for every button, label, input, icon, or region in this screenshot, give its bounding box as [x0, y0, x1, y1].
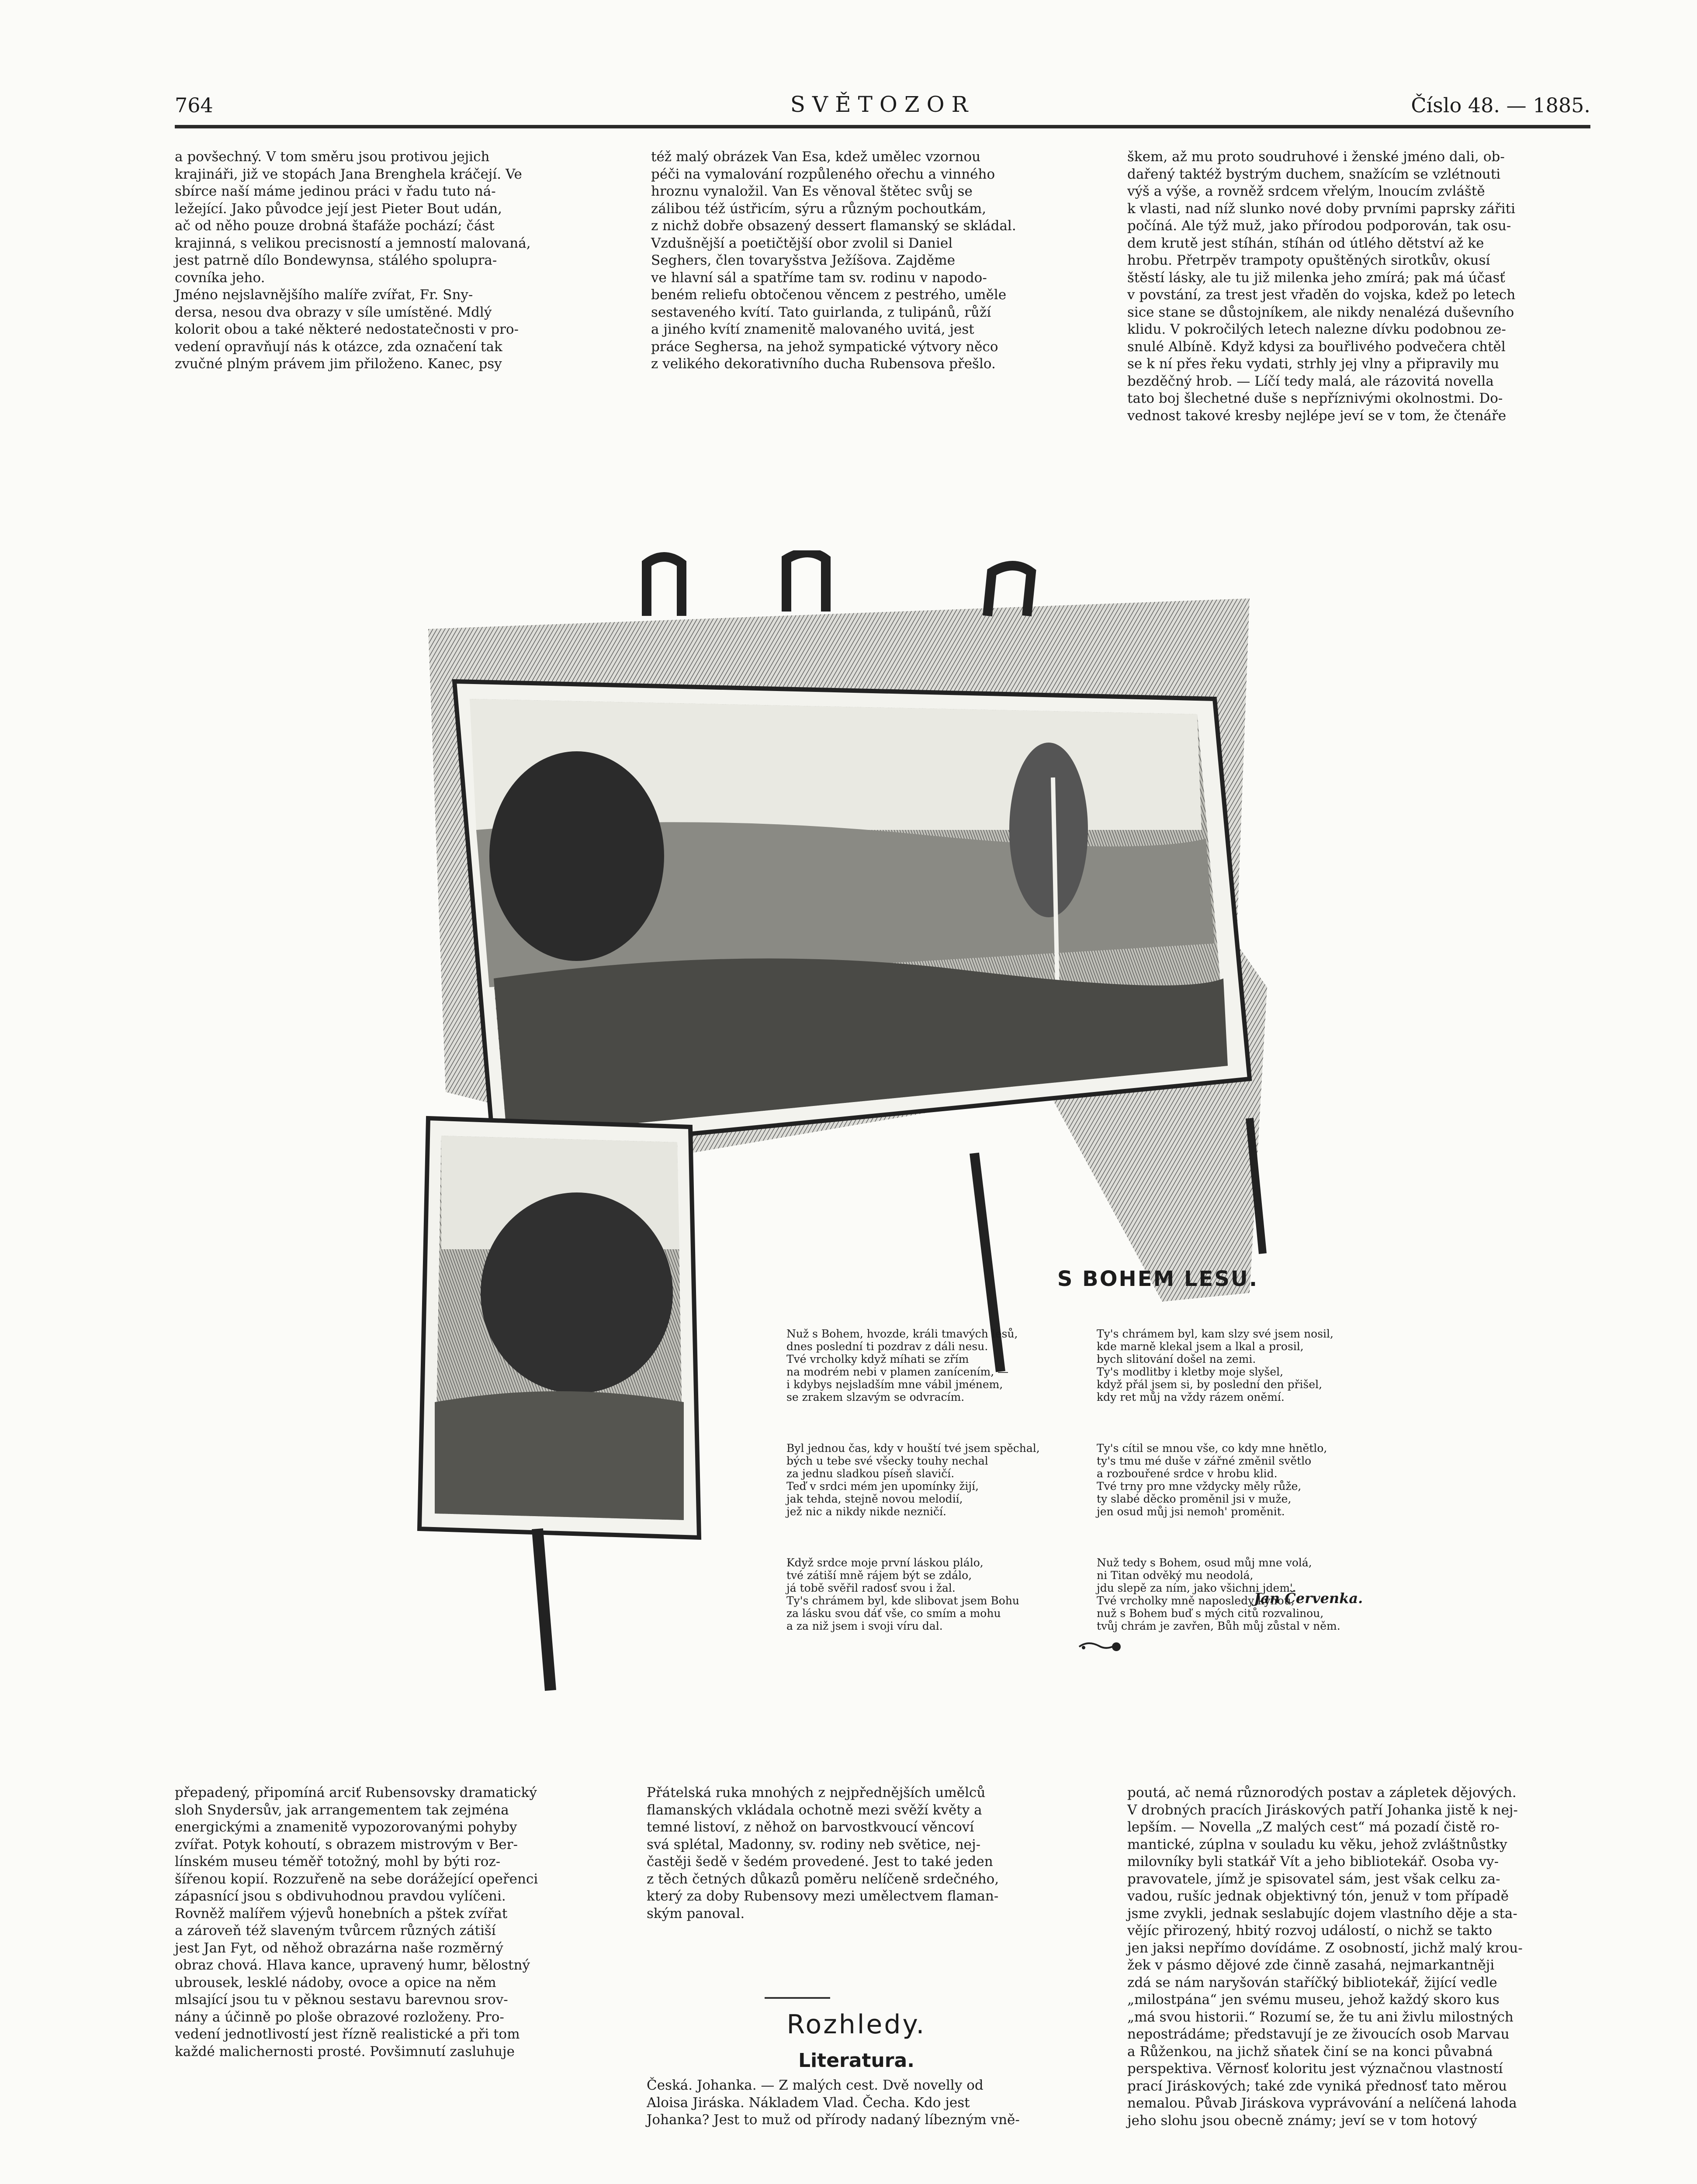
- poem-title: S BOHEM LESU.: [1057, 1267, 1259, 1291]
- top-column-3: škem, až mu proto soudruhové i ženské jméno dali, ob- dařený taktéž bystrým duchem, snažícím se vzlétnouti výš a výše, a rovněž srdcem vřelým, lnoucím zvláště k vlasti, nad níž slunko nové doby prvními paprsky zářiti počíná. Ale týž muž, jako přírodou podporován, tak osu- dem krutě jest stíhán, stíhán od útlého dětství až ke hrobu. Přetrpěv trampoty opuštěných sirotkův, okusí štěstí lásky, ale tu již milenka jeho zmírá; pak má účasť v povstání, za trest jest vřaděn do vojska, kdež po letech sice stane se důstojníkem, ale nikdy nenalézá duševního klidu. V pokročilých letech nalezne dívku podobnou ze- snulé Albíně. Když kdysi za bouřlivého podvečera chtěl se k ní přes řeku vydati, strhly jej vlny a připravily mu bezděčný hrob. — Líčí tedy malá, ale rázovitá novella tato boj šlechetné duše s nepříznivými okolnostmi. Do- vednost takové kresby nejlépe jeví se v tom, že čtenáře: [1127, 149, 1516, 424]
- page-header: [175, 92, 1590, 122]
- fleuron-ornament: [1075, 1638, 1127, 1655]
- poem-left-column: [786, 1315, 1092, 1645]
- bottom-column-1: přepadený, připomíná arciť Rubensovsky dramatický sloh Snydersův, jak arrangementem tak zejména energickými a znamenitě vypozorovanými pohyby zvířat. Potyk kohoutí, s obrazem mistrovým v Ber- línském museu téměř totožný, mohl by býti roz- šířenou kopií. Rozzuřeně na sebe dorážející opeřenci zápasnící jsou s obdivuhodnou pravdou vylíčeni. Rovněž malířem výjevů honebních a pštek zvířat a zároveň též slaveným tvůrcem různých zátiší jest Jan Fyt, od něhož obrazárna naše rozměrný obraz chová. Hlava kance, upravený humr, bělostný ubrousek, lesklé nádoby, ovoce a opice na něm mlsající jsou tu v pěknou sestavu barevnou srov- nány a účinně po ploše obrazové rozloženy. Pro- vedení jednotlivostí jest řízně realistické a při tom každé malichernosti prosté. Povšimnutí zasluhuje: [175, 1785, 538, 2060]
- poem-stanza: Nuž tedy s Bohem, osud můj mne volá, ni Titan odvěký mu neodolá, jdu slepě za ním, jako všichni jdem'. Tvé vrcholky mně naposledy kynou, nuž s Bohem buď s mých citů rozvalinou, tvůj chrám je zavřen, Bůh můj zůstal v něm.: [1097, 1556, 1340, 1632]
- poem-stanza: Nuž s Bohem, hvozde, králi tmavých lesů, dnes poslední ti pozdrav z dáli nesu. Tvé vrcholky když míhati se zřím na modrém nebi v plamen zanícením, — i kdybys nejsladším mne vábil jménem, se zrakem slzavým se odvracím.: [786, 1327, 1018, 1403]
- poem-stanza: Když srdce moje první láskou plálo, tvé zátiší mně rájem být se zdálo, já tobě svěřil radosť svou i žal. Ty's chrámem byl, kde slibovat jsem Bohu za lásku svou dáť vše, co smím a mohu a za niž jsem i svoji víru dal.: [786, 1556, 1020, 1632]
- header-rule: [175, 125, 1590, 128]
- top-column-1: a povšechný. V tom směru jsou protivou jejich krajináři, již ve stopách Jana Brenghela kráčejí. Ve sbírce naší máme jedinou práci v řadu tuto ná- ležející. Jako původce její jest Pieter Bout udán, ač od něho pouze drobná štafáže pochází; část krajinná, s velikou precisností a jemností malovaná, jest patrně dílo Bondewynsa, stálého spolupra- covníka jeho. Jméno nejslavnějšího malíře zvířat, Fr. Sny- dersa, nesou dva obrazy v síle umístěné. Mdlý kolorit obou a také některé nedostatečnosti v pro- vedení opravňují nás k otázce, zda označení tak zvučné plným právem jim přiloženo. Kanec, psy: [175, 149, 531, 372]
- issue-number: Číslo 48. — 1885.: [1411, 93, 1590, 117]
- section-subtitle: Literatura.: [798, 2049, 914, 2072]
- section-title: Rozhledy.: [786, 2009, 926, 2040]
- top-column-2: též malý obrázek Van Esa, kdež umělec vzornou péči na vymalování rozpůleného ořechu a vinného hroznu vynaložil. Van Es věnoval štětec svůj se zálibou též ústřicím, sýru a různým pochoutkám, z nichž dobře obsazený dessert flamanský se skládal. Vzdušnější a poetičtější obor zvolil si Daniel Seghers, člen tovaryšstva Ježíšova. Zajděme ve hlavní sál a spatříme tam sv. rodinu v napodo- beném reliefu obtočenou věncem z pestrého, uměle sestaveného kvítí. Tato guirlanda, z tulipánů, růží a jiného kvítí znamenitě malovaného uvitá, jest práce Seghersa, na jehož sympatické výtvory něco z velikého dekorativního ducha Rubensova přešlo.: [651, 149, 1016, 372]
- journal-title: SVĚTOZOR: [790, 92, 975, 117]
- poem-author: Jan Červenka.: [1254, 1590, 1363, 1607]
- section-divider: [765, 1997, 830, 1999]
- poem-stanza: Ty's cítil se mnou vše, co kdy mne hnětlo, ty's tmu mé duše v zářné změnil světlo a rozbouřené srdce v hrobu klid. Tvé trny pro mne vždycky měly růže, ty slabé děcko proměnil jsi v muže, jen osud můj jsi nemoh' proměnit.: [1097, 1442, 1327, 1518]
- review-intro: Česká. Johanka. — Z malých cest. Dvě novelly od Aloisa Jiráska. Nákladem Vlad. Čecha. Kdo jest Johanka? Jest to muž od přírody nadaný líbezným vně-: [647, 2077, 1020, 2128]
- bottom-column-3: poutá, ač nemá různorodých postav a zápletek dějových. V drobných pracích Jiráskových patří Johanka jistě k nej- lepším. — Novella „Z malých cest“ má pozadí čistě ro- mantické, zúplna v souladu ku věku, jehož zvláštnůstky milovníky byli statkář Vít a jeho bibliotekář. Osoba vy- pravovatele, jímž je spisovatel sám, jest však celku za- vadou, rušíc jednak objektivný tón, jenuž v tom případě jsme zvykli, jednak seslabujíc dojem vlastního děje a sta- vějíc přirozený, hbitý rozvoj událostí, o nichž se takto jen jaksi nepřímo dovídáme. Z osobností, jichž malý krou- žek v pásmo dějové zde činně zasahá, nejmarkantněji zdá se nám naryšován staříčký bibliotekář, žijící vedle „milostpána“ jen svému museu, jehož každý skoro kus „má svou historii.“ Rozumí se, že tu ani živlu milostných nepostrádáme; představují je ze živoucích osob Marvau a Růženkou, na jichž sňatek činí se na konci půvabná perspektiva. Věrnosť koloritu jest význačnou vlastností prací Jiráskových; také zde vyniká přednosť tato měrou nemalou. Půvab Jiráskova vyprávování a nelíčená lahoda jeho slohu jsou obecně známy; jeví se v tom hotový: [1127, 1785, 1523, 2129]
- page-number: 764: [175, 93, 213, 117]
- poem-stanza: Ty's chrámem byl, kam slzy své jsem nosil, kde marně klekal jsem a lkal a prosil, bych slitování došel na zemi. Ty's modlitby i kletby moje slyšel, když přál jsem si, by poslední den přišel, kdy ret můj na vždy rázem oněmí.: [1097, 1327, 1333, 1403]
- bottom-column-2: Přátelská ruka mnohých z nejpřednějších umělců flamanských vkládala ochotně mezi svěží květy a temné listoví, z něhož on barvostkvoucí věncoví svá splétal, Madonny, sv. rodiny neb světice, nej- častěji šedě v šedém provedené. Jest to také jeden z těch četných důkazů poměru nelíčeně srdečného, který za doby Rubensovy mezi umělectvem flaman- ským panoval.: [647, 1785, 999, 1921]
- poem-stanza: Byl jednou čas, kdy v houští tvé jsem spěchal, bých u tebe své všecky touhy nechal za jednu sladkou píseň slavičí. Teď v srdci mém jen upomínky žijí, jak tehda, stejně novou melodií, jež nic a nikdy nikde nezničí.: [786, 1442, 1040, 1518]
